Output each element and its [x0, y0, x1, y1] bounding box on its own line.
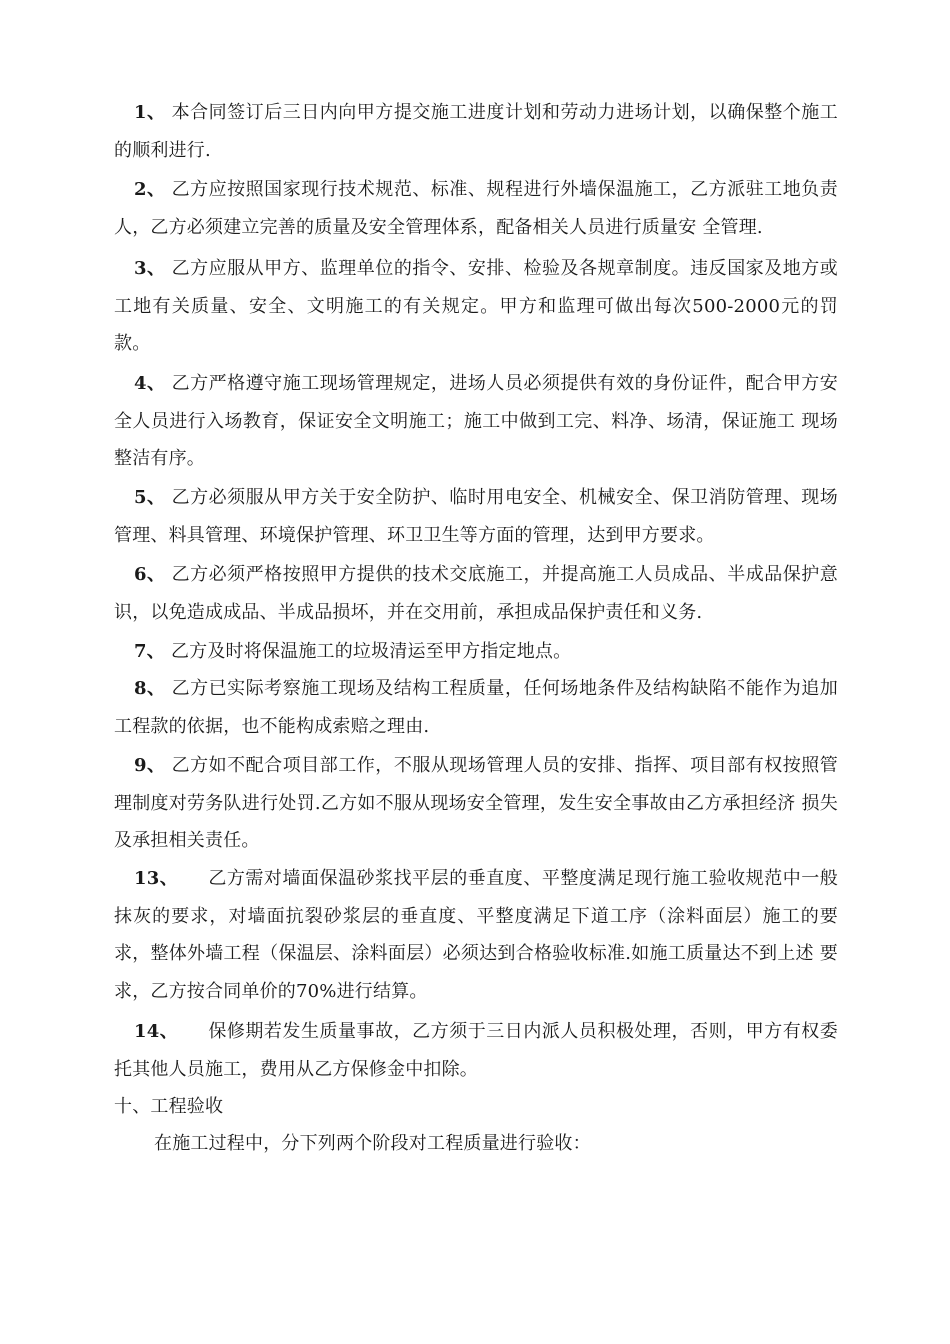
clause-text: 乙方及时将保温施工的垃圾清运至甲方指定地点。: [170, 641, 572, 662]
clause-8: [114, 670, 838, 745]
clause-number: 13、: [134, 868, 179, 889]
clause-14: [114, 1013, 838, 1088]
clause-number: 5、: [134, 487, 166, 508]
clause-text: 本合同签订后三日内向甲方提交施工进度计划和劳动力进场计划，以确保整个施工 的顺利进行.: [114, 102, 838, 161]
clause-number: 7、: [134, 641, 165, 662]
clause-text: 乙方必须服从甲方关于安全防护、临时用电安全、机械安全、保卫消防管理、现场管理、料具管理、环境保护管理、环卫卫生等方面的管理，达到甲方要求。: [114, 487, 838, 546]
clause-7: [114, 633, 838, 671]
clause-number: 4、: [134, 373, 166, 394]
clause-number: 14、: [134, 1021, 179, 1042]
clause-6: [114, 556, 838, 631]
clause-text: 乙方应服从甲方、监理单位的指令、安排、检验及各规章制度。违反国家及地方或工地有关质量、安全、文明施工的有关规定。甲方和监理可做出每次500-2000元的罚款。: [114, 258, 838, 354]
clause-4: [114, 365, 838, 478]
clause-number: 1、: [134, 102, 166, 123]
clause-number: 2、: [134, 179, 166, 200]
clause-text: 乙方如不配合项目部工作，不服从现场管理人员的安排、指挥、项目部有权按照管 理制度对劳务队进行处罚.乙方如不服从现场安全管理，发生安全事故由乙方承担经济 损失及承担相关责任。: [114, 755, 838, 851]
clause-number: 9、: [134, 755, 166, 776]
clause-number: 8、: [134, 678, 166, 699]
clause-3: [114, 250, 838, 363]
clause-number: 3、: [134, 258, 166, 279]
clause-text: 乙方应按照国家现行技术规范、标准、规程进行外墙保温施工，乙方派驻工地负责人，乙方必须建立完善的质量及安全管理体系，配备相关人员进行质量安 全管理.: [114, 179, 838, 238]
section-intro: 在施工过程中，分下列两个阶段对工程质量进行验收：: [154, 1133, 591, 1154]
clause-5: [114, 479, 838, 554]
clause-text: 乙方必须严格按照甲方提供的技术交底施工，并提高施工人员成品、半成品保护意识，以免造成成品、半成品损坏，并在交用前，承担成品保护责任和义务.: [114, 564, 838, 623]
clause-text: 乙方严格遵守施工现场管理规定，进场人员必须提供有效的身份证件，配合甲方安 全人员进行入场教育，保证安全文明施工；施工中做到工完、料净、场清，保证施工 现场整洁有序。: [114, 373, 838, 469]
clause-1: [114, 94, 838, 169]
clause-text: 保修期若发生质量事故，乙方须于三日内派人员积极处理，否则，甲方有权委托其他人员施工，费用从乙方保修金中扣除。: [114, 1021, 838, 1080]
section-heading: 十、工程验收: [114, 1096, 224, 1117]
clause-text: 乙方需对墙面保温砂浆找平层的垂直度、平整度满足现行施工验收规范中一般抹灰的要求，对墙面抗裂砂浆层的垂直度、平整度满足下道工序（涂料面层）施工的要求，整体外墙工程（保温层、涂料面层）必须达到合格验收标准.如施工质量达不到上述 要求，乙方按合同单价的70%进行结算。: [114, 868, 838, 1002]
clause-text: 乙方已实际考察施工现场及结构工程质量，任何场地条件及结构缺陷不能作为追加工程款的依据，也不能构成索赔之理由.: [114, 678, 838, 737]
clause-number: 6、: [134, 564, 166, 585]
clause-2: [114, 171, 838, 246]
clause-9: [114, 747, 838, 860]
clause-13: [114, 860, 838, 1010]
